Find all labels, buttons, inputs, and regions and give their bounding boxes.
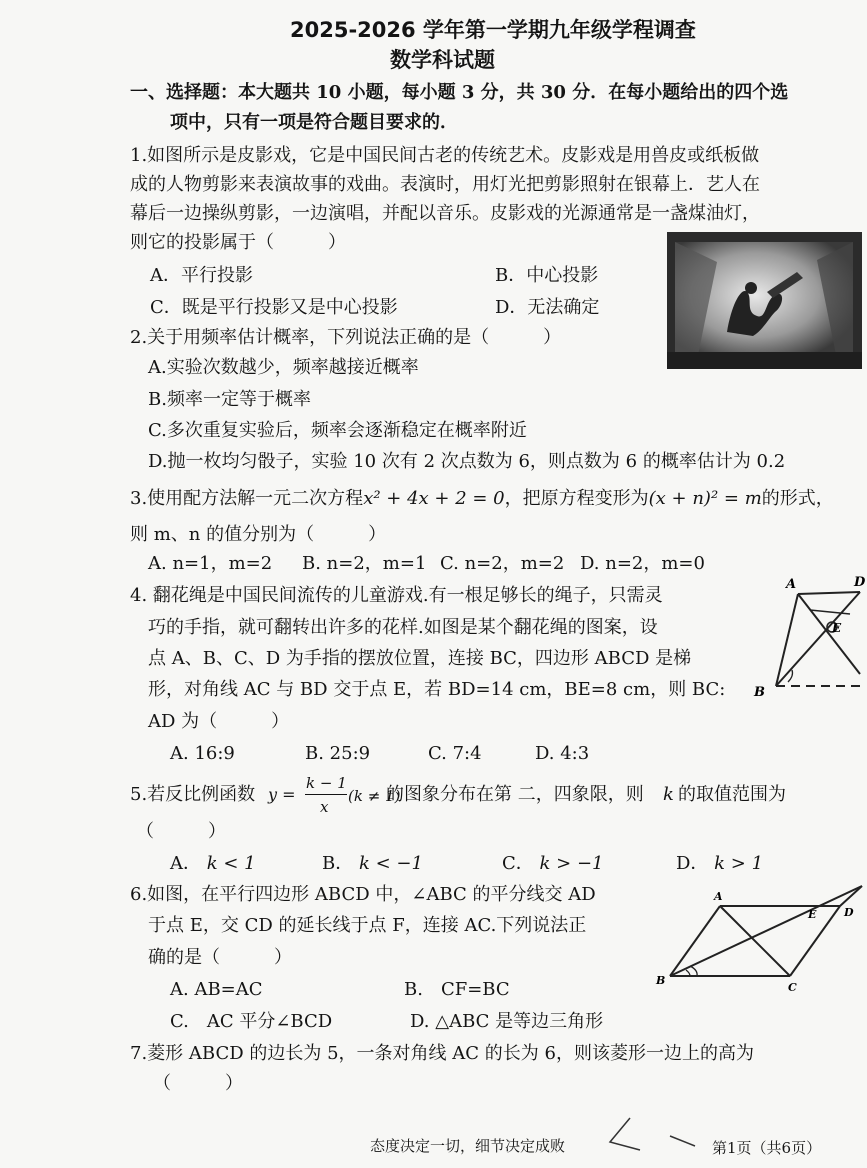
q5-k: k: [663, 784, 674, 805]
q3-option-b: B. n=2，m=1: [302, 553, 427, 574]
q6-label-b: B: [656, 974, 666, 987]
q1-line1: 1.如图所示是皮影戏，它是中国民间古老的传统艺术。皮影戏是用兽皮或纸板做: [130, 145, 760, 166]
q1-line4: 则它的投影属于（ ）: [130, 232, 346, 253]
q5-option-b-value: k < −1: [358, 853, 423, 874]
q5-numerator: k − 1: [306, 774, 347, 792]
q4-option-c: C. 7:4: [428, 743, 482, 764]
q5-option-d-value: k > 1: [714, 853, 764, 874]
q5-option-d-label: D．: [676, 853, 709, 874]
q6-label-c: C: [788, 981, 797, 993]
q4-trapezoid-figure: [750, 570, 867, 700]
q1-option-d: D．无法确定: [495, 297, 600, 318]
q3-equation: x² + 4x + 2 = 0: [363, 488, 505, 509]
q6-option-c: C. AC 平分∠BCD: [170, 1011, 333, 1032]
q3-line1-a: 3.使用配方法解一元二次方程: [130, 488, 364, 509]
q5-line1-c: 的取值范围为: [678, 784, 786, 805]
q5-option-a: [170, 853, 256, 875]
q2-option-a: A.实验次数越少，频率越接近概率: [148, 357, 419, 378]
section1-line1: 一、选择题：本大题共 10 小题，每小题 3 分，共 30 分．在每小题给出的四个选: [130, 82, 789, 103]
q2-option-c: C.多次重复实验后，频率会逐渐稳定在概率附近: [148, 420, 527, 441]
q6-option-a: A. AB=AC: [170, 979, 263, 1000]
q1-option-c: C．既是平行投影又是中心投影: [150, 297, 398, 318]
subject-title: 数学科试题: [390, 48, 495, 72]
q3-option-d: D. n=2，m=0: [580, 553, 705, 574]
q4-label-a: A: [786, 577, 797, 592]
q5-y: y =: [268, 785, 296, 804]
page-number: 第1页（共6页）: [712, 1139, 822, 1157]
q6-label-d: D: [844, 906, 854, 919]
q6-option-b: B. CF=BC: [404, 979, 510, 1000]
q3-line1-b: ，把原方程变形为: [504, 488, 649, 509]
q4-line4: 形，对角线 AC 与 BD 交于点 E，若 BD=14 cm，BE=8 cm，则 BC:: [148, 679, 726, 700]
shadow-puppet-photo: [667, 232, 862, 369]
q3-line1: [130, 488, 834, 510]
q6-label-a: A: [714, 890, 723, 903]
q5-condition: (k ≠ 1): [348, 787, 401, 805]
q5-option-b: [322, 853, 423, 875]
q3-line1-c: 的形式，: [761, 488, 834, 509]
q5-denominator: x: [320, 798, 329, 816]
section1-line2: 项中，只有一项是符合题目要求的．: [170, 112, 458, 133]
footer-motto: 态度决定一切，细节决定成败: [370, 1137, 566, 1155]
q6-label-e: E: [808, 908, 817, 921]
q5-option-a-value: k < 1: [206, 853, 256, 874]
q4-line3: 点 A、B、C、D 为手指的摆放位置，连接 BC，四边形 ABCD 是梯: [148, 648, 692, 669]
q4-option-a: A. 16:9: [170, 743, 235, 764]
q5-option-a-label: A．: [170, 853, 201, 874]
q5-option-d: [676, 853, 763, 875]
q2-option-b: B.频率一定等于概率: [148, 389, 311, 410]
q4-line1: 4. 翻花绳是中国民间流传的儿童游戏.有一根足够长的绳子，只需灵: [130, 585, 663, 606]
q5-line1-a: 5.若反比例函数: [130, 784, 256, 805]
q5-option-c: [502, 853, 603, 875]
q5-line1-b: 的图象分布在第 二，四象限，则: [386, 784, 644, 805]
q4-label-d: D: [854, 575, 866, 590]
q7-line2: （ ）: [153, 1073, 243, 1094]
q4-option-d: D. 4:3: [535, 743, 590, 764]
q1-option-b: B．中心投影: [495, 265, 599, 286]
q4-label-b: B: [754, 685, 765, 700]
exam-title: 2025-2026 学年第一学期九年级学程调查: [290, 18, 696, 42]
q6-parallelogram-figure: [650, 878, 867, 993]
q7-line1: 7.菱形 ABCD 的边长为 5，一条对角线 AC 的长为 6，则该菱形一边上的高为: [130, 1043, 754, 1064]
q1-line3: 幕后一边操纵剪影，一边演唱，并配以音乐。皮影戏的光源通常是一盏煤油灯，: [130, 203, 760, 224]
q3-target-form: (x + n)² = m: [648, 488, 762, 509]
q4-line5: AD 为（ ）: [148, 711, 290, 732]
q5-option-b-label: B．: [322, 853, 354, 874]
q2-option-d: D.抛一枚均匀骰子，实验 10 次有 2 次点数为 6，则点数为 6 的概率估计为 0.2: [148, 451, 786, 472]
pen-scribble: [600, 1110, 700, 1160]
q4-option-b: B. 25:9: [305, 743, 371, 764]
q6-option-d: D. △ABC 是等边三角形: [410, 1011, 604, 1032]
q2-stem: 2.关于用频率估计概率，下列说法正确的是（ ）: [130, 327, 562, 348]
q3-line2: 则 m、n 的值分别为（ ）: [130, 524, 387, 545]
q4-label-e: E: [832, 621, 842, 635]
q5-line2: （ ）: [136, 821, 226, 842]
q1-line2: 成的人物剪影来表演故事的戏曲。表演时，用灯光把剪影照射在银幕上．艺人在: [130, 174, 760, 195]
q6-line1: 6.如图，在平行四边形 ABCD 中，∠ABC 的平分线交 AD: [130, 884, 596, 905]
q3-option-a: A. n=1，m=2: [148, 553, 273, 574]
q5-option-c-value: k > −1: [539, 853, 604, 874]
q6-line3: 确的是（ ）: [148, 947, 292, 968]
q5-option-c-label: C．: [502, 853, 534, 874]
q6-line2: 于点 E，交 CD 的延长线于点 F，连接 AC.下列说法正: [148, 915, 587, 936]
q1-option-a: A．平行投影: [150, 265, 253, 286]
q3-option-c: C. n=2，m=2: [440, 553, 565, 574]
q4-line2: 巧的手指，就可翻转出许多的花样.如图是某个翻花绳的图案，设: [148, 617, 658, 638]
